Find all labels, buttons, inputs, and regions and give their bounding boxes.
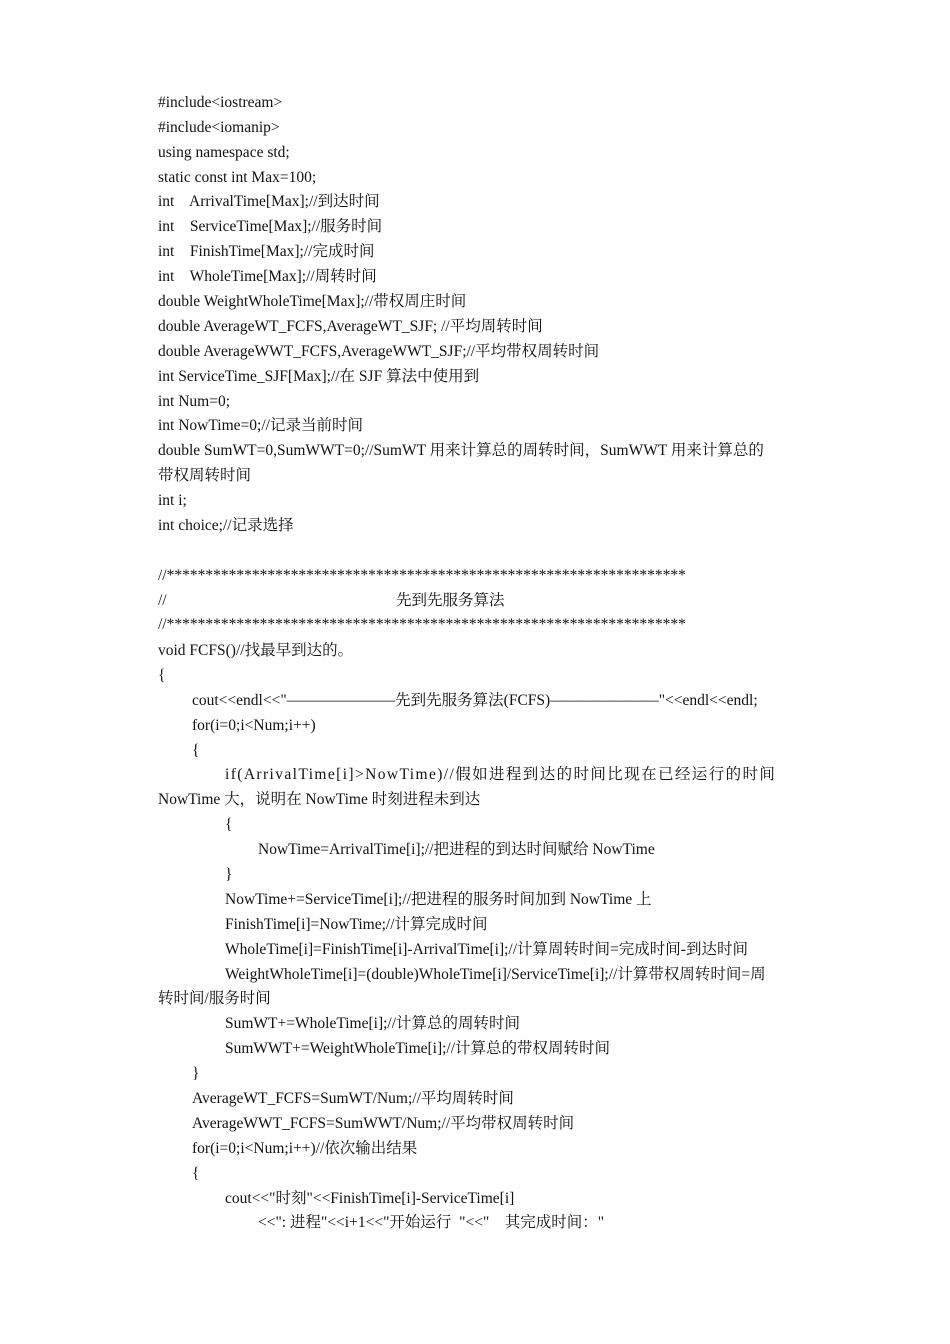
code-line: AverageWWT_FCFS=SumWWT/Num;//平均带权周转时间 xyxy=(192,1115,575,1132)
code-line: cout<<endl<<"———————先到先服务算法(FCFS)———————"<<endl<<endl; xyxy=(192,692,758,709)
code-line: AverageWT_FCFS=SumWT/Num;//平均周转时间 xyxy=(192,1090,514,1107)
code-line: { xyxy=(192,1165,200,1182)
code-line: NowTime=ArrivalTime[i];//把进程的到达时间赋给 NowTime xyxy=(258,841,655,858)
code-line: int ServiceTime[Max];//服务时间 xyxy=(158,218,383,235)
code-line: SumWT+=WholeTime[i];//计算总的周转时间 xyxy=(225,1015,521,1032)
code-line: if(ArrivalTime[i]>NowTime)//假如进程到达的时间比现在已经运行的时间 xyxy=(225,766,777,783)
code-line: for(i=0;i<Num;i++)//依次输出结果 xyxy=(192,1140,418,1157)
code-line: } xyxy=(225,866,233,883)
code-line: int ServiceTime_SJF[Max];//在 SJF 算法中使用到 xyxy=(158,368,480,385)
code-line: void FCFS()//找最早到达的。 xyxy=(158,642,354,659)
code-line: int Num=0; xyxy=(158,393,231,410)
code-line: } xyxy=(192,1065,200,1082)
code-line: FinishTime[i]=NowTime;//计算完成时间 xyxy=(225,916,488,933)
code-line: 转时间/服务时间 xyxy=(158,990,271,1007)
code-line: int choice;//记录选择 xyxy=(158,517,294,534)
code-line: static const int Max=100; xyxy=(158,169,317,186)
code-line: double WeightWholeTime[Max];//带权周庄时间 xyxy=(158,293,467,310)
code-line: double SumWT=0,SumWWT=0;//SumWT 用来计算总的周转时间，SumWWT 用来计算总的 xyxy=(158,442,764,459)
code-line: #include<iostream> xyxy=(158,94,283,111)
code-line: double AverageWT_FCFS,AverageWT_SJF; //平均周转时间 xyxy=(158,318,543,335)
separator-comment: //******************************************************************* xyxy=(158,616,686,633)
section-comment-marker: // xyxy=(158,592,167,609)
code-line: { xyxy=(225,816,233,833)
code-line: for(i=0;i<Num;i++) xyxy=(192,717,316,734)
code-line: using namespace std; xyxy=(158,144,290,161)
code-line: int NowTime=0;//记录当前时间 xyxy=(158,417,363,434)
code-line: NowTime 大，说明在 NowTime 时刻进程未到达 xyxy=(158,791,481,808)
code-line: <<": 进程"<<i+1<<"开始运行 "<<" 其完成时间：" xyxy=(258,1214,605,1231)
code-line: int i; xyxy=(158,492,187,509)
code-line: WholeTime[i]=FinishTime[i]-ArrivalTime[i];//计算周转时间=完成时间-到达时间 xyxy=(225,941,748,958)
code-line: 带权周转时间 xyxy=(158,467,252,484)
code-line: double AverageWWT_FCFS,AverageWWT_SJF;//平均带权周转时间 xyxy=(158,343,600,360)
code-line: { xyxy=(158,667,166,684)
code-line: { xyxy=(192,742,200,759)
code-line: int FinishTime[Max];//完成时间 xyxy=(158,243,375,260)
code-line: int ArrivalTime[Max];//到达时间 xyxy=(158,193,380,210)
code-line: cout<<"时刻"<<FinishTime[i]-ServiceTime[i] xyxy=(225,1190,515,1207)
separator-comment: //******************************************************************* xyxy=(158,567,686,584)
code-line: NowTime+=ServiceTime[i];//把进程的服务时间加到 NowTime 上 xyxy=(225,891,652,908)
code-line: int WholeTime[Max];//周转时间 xyxy=(158,268,377,285)
code-line: SumWWT+=WeightWholeTime[i];//计算总的带权周转时间 xyxy=(225,1040,611,1057)
code-line: #include<iomanip> xyxy=(158,119,280,136)
section-heading: 先到先服务算法 xyxy=(396,592,505,609)
code-line: WeightWholeTime[i]=(double)WholeTime[i]/ServiceTime[i];//计算带权周转时间=周 xyxy=(225,966,766,983)
